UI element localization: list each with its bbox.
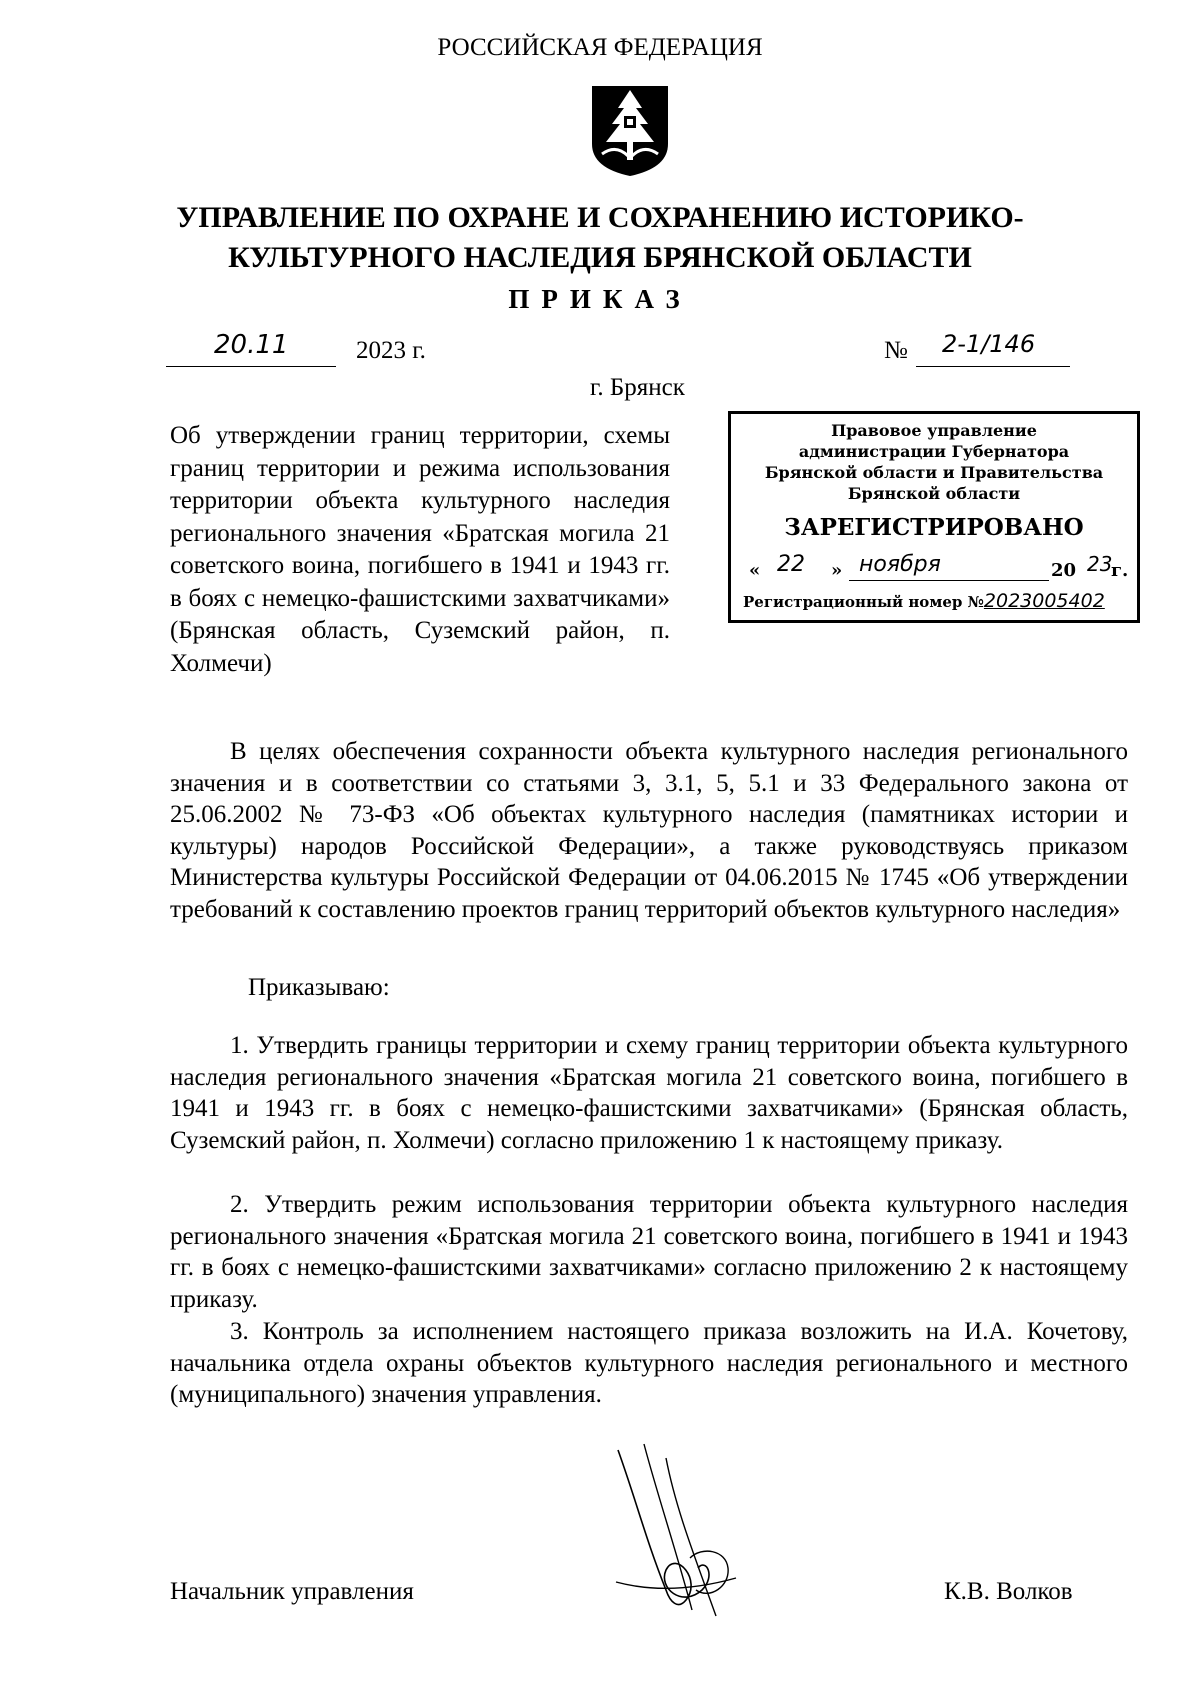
registration-stamp <box>728 411 1140 623</box>
city: г. Брянск <box>590 374 685 401</box>
signatory-title: Начальник управления <box>170 1578 414 1605</box>
signatory-name: К.В. Волков <box>944 1578 1073 1605</box>
order-item-2: 2. Утвердить режим использования территории объекта культурного наследия регионального значения «Братская могила 21 советского воина, погибшего в 1941 и 1943 гг. в боях с немецко-фашистскими захватчиками» согласно приложению 2 к настоящему приказу. <box>170 1191 1128 1313</box>
order-item-3: 3. Контроль за исполнением настоящего приказа возложить на И.А. Кочетову, начальника отдела охраны объектов культурного наследия регионального и местного (муниципального) значения управления. <box>170 1318 1128 1408</box>
basis-paragraph: В целях обеспечения сохранности объекта культурного наследия регионального значения и в соответствии со статьями 3, 3.1, 5, 5.1 и 33 Федерального закона от 25.06.2002 № 73-ФЗ «Об объектах культурного наследия (памятниках истории и культуры) народов Российской Федерации», а также руководствуясь приказом Министерства культуры Российской Федерации от 04.06.2015 № 1745 «Об утверждении требований к составлению проектов границ территорий объектов культурного наследия» <box>170 738 1128 923</box>
stamp-day: 22 <box>777 552 805 577</box>
stamp-close-quote: » <box>831 560 843 581</box>
stamp-open-quote: « <box>749 560 761 581</box>
number-sign: № <box>884 337 908 364</box>
coat-of-arms-icon <box>588 82 672 178</box>
stamp-org-line-3: Брянской области и Правительства <box>764 463 1104 482</box>
stamp-registered-label: ЗАРЕГИСТРИРОВАНО <box>784 514 1084 541</box>
order-item-1: 1. Утвердить границы территории и схему границ территории объекта культурного наследия регионального значения «Братская могила 21 советского воина, погибшего в 1941 и 1943 гг. в боях с немецко-фашистскими захватчиками» (Брянская область, Суземский район, п. Холмечи) согласно приложению 1 к настоящему приказу. <box>170 1032 1128 1154</box>
stamp-reg-label: Регистрационный номер № <box>743 593 984 611</box>
order-word: Приказываю: <box>248 974 390 1001</box>
document-type: ПРИКАЗ <box>508 284 692 314</box>
organization-line-1: УПРАВЛЕНИЕ ПО ОХРАНЕ И СОХРАНЕНИЮ ИСТОРИКО- <box>176 201 1024 234</box>
stamp-month-underline <box>849 580 1049 581</box>
country-header: РОССИЙСКАЯ ФЕДЕРАЦИЯ <box>437 34 763 61</box>
stamp-reg-number: 2023005402 <box>983 590 1105 612</box>
organization-line-2: КУЛЬТУРНОГО НАСЛЕДИЯ БРЯНСКОЙ ОБЛАСТИ <box>228 241 972 274</box>
stamp-year-suffix: г. <box>1111 560 1129 581</box>
stamp-year-prefix: 20 <box>1051 560 1077 581</box>
stamp-year-hand: 23 <box>1087 552 1113 576</box>
organization-name <box>0 198 1200 278</box>
stamp-org-line-4: Брянской области <box>847 484 1021 503</box>
handwritten-number: 2-1/146 <box>942 330 1036 358</box>
stamp-org-line-2: администрации Губернатора <box>798 442 1070 461</box>
handwritten-date: 20.11 <box>214 330 289 360</box>
handwritten-signature-icon <box>606 1440 746 1620</box>
stamp-org-line-1: Правовое управление <box>831 421 1037 440</box>
date-year: 2023 г. <box>356 337 426 364</box>
stamp-registration-number <box>743 590 1105 612</box>
order-subject: Об утверждении границ территории, схемы границ территории и режима использования территории объекта культурного наследия регионального значения «Братская могила 21 советского воина, погибшего в 1941 и 1943 гг. в боях с немецко-фашистскими захватчиками» (Брянская область, Суземский район, п. Холмечи) <box>170 422 670 677</box>
stamp-month: ноября <box>859 552 941 577</box>
